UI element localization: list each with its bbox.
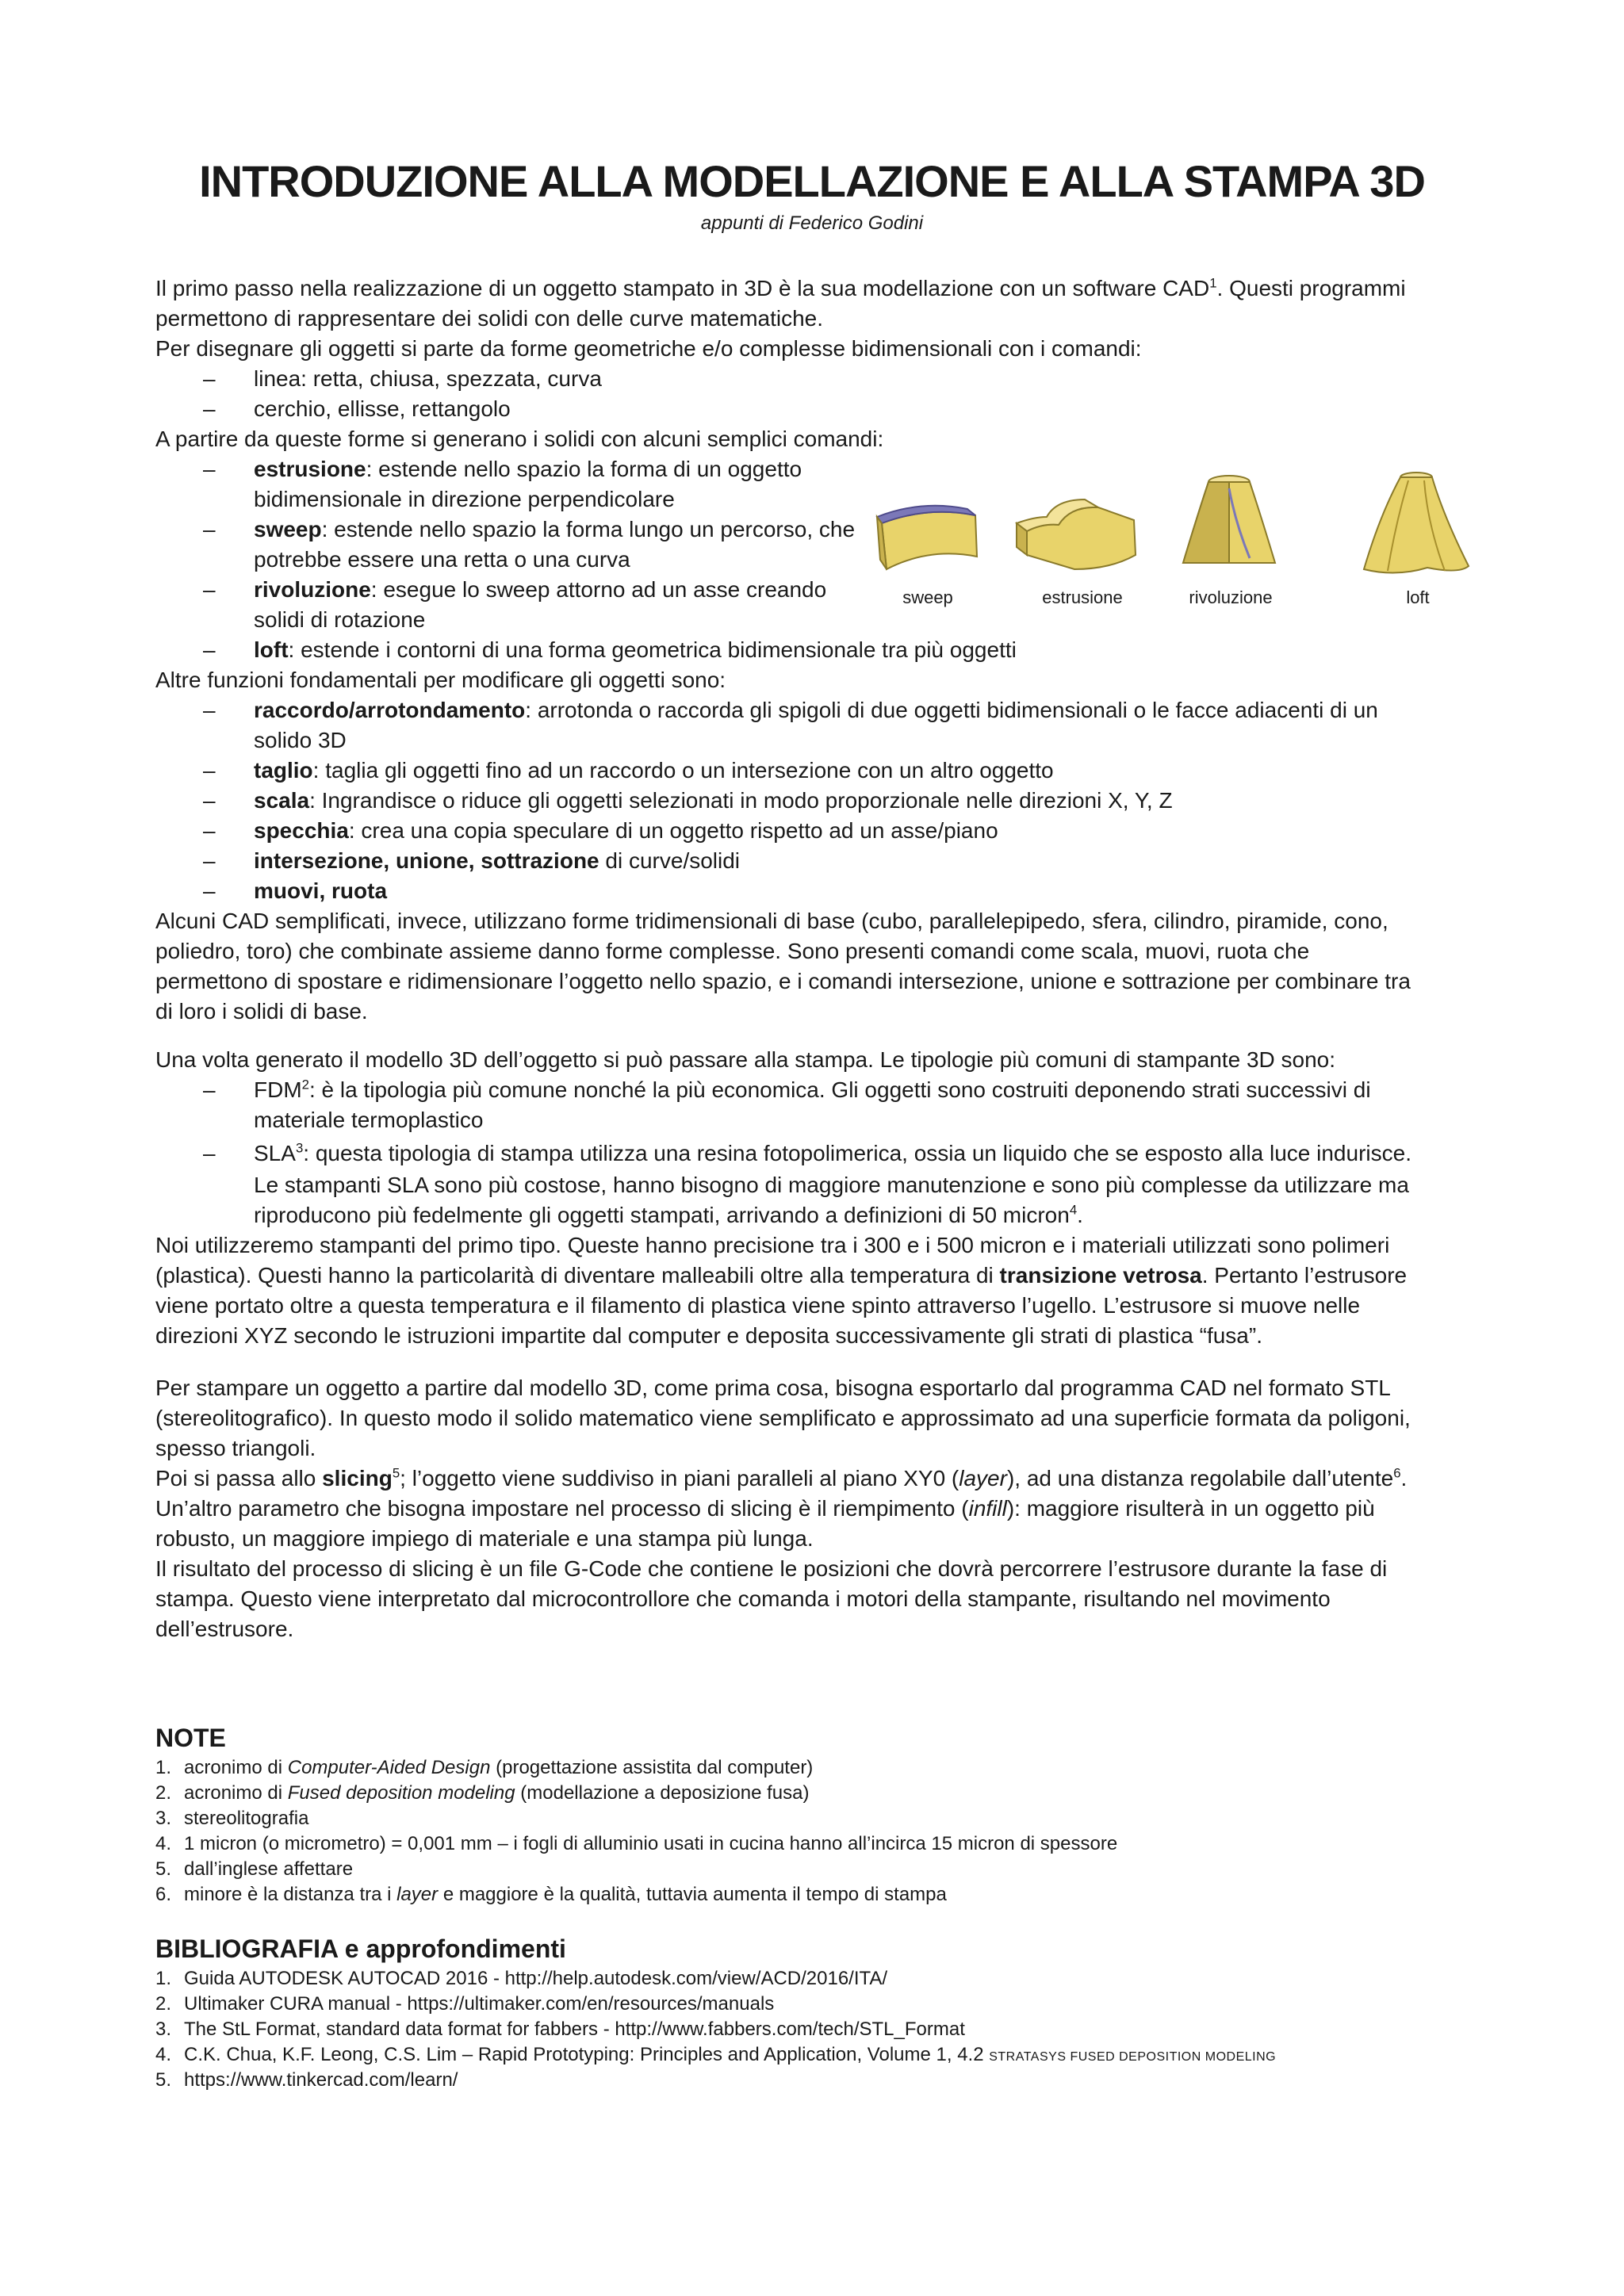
caption-sweep: sweep: [902, 587, 953, 607]
rivoluzione-shape: [1183, 476, 1275, 563]
fn-intersezione: intersezione, unione, sottrazione di curve/solidi: [254, 848, 741, 873]
list-bullet: –: [203, 848, 216, 873]
print-fdm: FDM$^2$: è la tipologia più comune nonché la più economica. Gli oggetti sono costruiti deponendo strati successivi di: [254, 1077, 1371, 1102]
notes-heading: NOTE: [155, 1724, 226, 1752]
list-bullet: –: [203, 1141, 216, 1165]
print-sla-cont-1: Le stampanti SLA sono più costose, hanno bisogno di maggiore manutenzione e sono più complesse da utilizzare ma: [254, 1173, 1409, 1197]
figure-3d-operations: [872, 468, 1475, 618]
print-sla: SLA$^3$: questa tipologia di stampa utilizza una resina fotopolimerica, ossia un liquido che se esposto alla luce indurisce.: [254, 1140, 1411, 1165]
intro-line-2: permettono di rappresentare dei solidi con delle curve matematiche.: [155, 306, 824, 331]
sweep-shape: [877, 506, 977, 569]
page-subtitle: appunti di Federico Godini: [700, 212, 924, 234]
estrusione-shape: [1017, 499, 1136, 569]
biblio-heading: BIBLIOGRAFIA e approfondimenti: [155, 1934, 566, 1963]
fdm-line-4: direzioni XYZ secondo le istruzioni impartite dal computer e deposita successivamente gli strati di plastica “fusa”.: [155, 1323, 1262, 1348]
list-item-linea: linea: retta, chiusa, spezzata, curva: [254, 366, 602, 391]
cmd-estrusione: estrusione: estende nello spazio la forma di un oggetto: [254, 457, 802, 481]
list-item-cerchio: cerchio, ellisse, rettangolo: [254, 396, 511, 421]
export-line-7: Il risultato del processo di slicing è un file G-Code che contiene le posizioni che dovrà percorrere l’estrusore durante la fase di: [155, 1556, 1388, 1581]
printing-intro: Una volta generato il modello 3D dell’oggetto si può passare alla stampa. Le tipologie più comuni di stampante 3D sono:: [155, 1047, 1336, 1072]
export-line-6: robusto, un maggiore impiego di materiale e una stampa più lunga.: [155, 1526, 814, 1551]
export-line-9: dell’estrusore.: [155, 1617, 294, 1641]
export-line-3: spesso triangoli.: [155, 1436, 316, 1460]
list-bullet: –: [203, 758, 216, 783]
cad-line-1: Alcuni CAD semplificati, invece, utilizzano forme tridimensionali di base (cubo, parallelepipedo, sfera, cilindro, piramide, cono,: [155, 909, 1388, 933]
cmd-rivoluzione: rivoluzione: esegue lo sweep attorno ad un asse creando: [254, 577, 827, 602]
fdm-line-3: viene portato oltre a questa temperatura e il filamento di plastica viene spinto attraverso l’ugello. L’estrusore si muove nelle: [155, 1293, 1361, 1318]
fdm-line-1: Noi utilizzeremo stampanti del primo tipo. Queste hanno precisione tra i 300 e i 500 micron e i materiali utilizzati sono polimeri: [155, 1233, 1390, 1257]
intro-line-3: Per disegnare gli oggetti si parte da forme geometriche e/o complesse bidimensionali con i comandi:: [155, 336, 1142, 361]
cmd-sweep: sweep: estende nello spazio la forma lungo un percorso, che: [254, 517, 856, 541]
fn-scala: scala: Ingrandisce o riduce gli oggetti selezionati in modo proporzionale nelle direzioni X, Y, Z: [254, 788, 1173, 813]
note-1: 1. acronimo di Computer-Aided Design (progettazione assistita dal computer): [155, 1757, 814, 1778]
note-5: 5. dall’inglese affettare: [155, 1858, 354, 1880]
caption-estrusione: estrusione: [1042, 587, 1123, 607]
fn-raccordo-cont: solido 3D: [254, 728, 347, 752]
print-sla-cont-2: riproducono più fedelmente gli oggetti stampati, arrivando a definizioni di 50 micron$^4$.: [254, 1202, 1083, 1227]
fdm-line-2: (plastica). Questi hanno la particolarità di diventare malleabili oltre alla temperatura di transizione vetrosa. Pertanto l’estrusore: [155, 1263, 1408, 1288]
list-bullet: –: [203, 396, 216, 421]
list-bullet: –: [203, 698, 216, 722]
list-bullet: –: [203, 577, 216, 602]
print-fdm-cont: materiale termoplastico: [254, 1108, 484, 1132]
list-bullet: –: [203, 457, 216, 481]
loft-shape: [1364, 473, 1469, 573]
biblio-item-1: 1. Guida AUTODESK AUTOCAD 2016 - http://help.autodesk.com/view/ACD/2016/ITA/: [155, 1968, 888, 1989]
intro-line-1: Il primo passo nella realizzazione di un oggetto stampato in 3D è la sua modellazione con un software CAD$^1$. Questi programmi: [155, 275, 1406, 300]
cmd-sweep-cont: potrebbe essere una retta o una curva: [254, 547, 630, 572]
list-bullet: –: [203, 878, 216, 903]
list-bullet: –: [203, 637, 216, 662]
cad-line-4: di loro i solidi di base.: [155, 999, 368, 1024]
note-2: 2. acronimo di Fused deposition modeling (modellazione a deposizione fusa): [155, 1782, 810, 1804]
export-line-1: Per stampare un oggetto a partire dal modello 3D, come prima cosa, bisogna esportarlo dal programma CAD nel formato STL: [155, 1376, 1391, 1400]
fn-specchia: specchia: crea una copia speculare di un oggetto rispetto ad un asse/piano: [254, 818, 998, 843]
biblio-item-5: 5. https://www.tinkercad.com/learn/: [155, 2069, 458, 2091]
list-bullet: –: [203, 366, 216, 391]
biblio-item-3: 3. The StL Format, standard data format for fabbers - http://www.fabbers.com/tech/STL_Format: [155, 2019, 965, 2040]
page-title: INTRODUZIONE ALLA MODELLAZIONE E ALLA STAMPA 3D: [199, 156, 1425, 206]
note-3: 3. stereolitografia: [155, 1808, 309, 1829]
cmd-rivoluzione-cont: solidi di rotazione: [254, 607, 426, 632]
cad-line-2: poliedro, toro) che combinate assieme danno forme complesse. Sono presenti comandi come scala, muovi, ruota che: [155, 939, 1310, 963]
cmd-loft: loft: estende i contorni di una forma geometrica bidimensionale tra più oggetti: [254, 637, 1017, 662]
fn-muovi: muovi, ruota: [254, 878, 388, 903]
export-line-8: stampa. Questo viene interpretato dal microcontrollore che comanda i motori della stampante, risultando nel movimento: [155, 1586, 1331, 1611]
note-4: 4. 1 micron (o micrometro) = 0,001 mm – i fogli di alluminio usati in cucina hanno all’incirca 15 micron di spessore: [155, 1833, 1118, 1854]
functions-intro: Altre funzioni fondamentali per modificare gli oggetti sono:: [155, 668, 726, 692]
intro-line-4: A partire da queste forme si generano i solidi con alcuni semplici comandi:: [155, 427, 884, 451]
caption-loft: loft: [1406, 587, 1430, 607]
list-bullet: –: [203, 517, 216, 541]
biblio-item-4: 4. C.K. Chua, K.F. Leong, C.S. Lim – Rapid Prototyping: Principles and Application, Volume 1, 4.2 STRATASYS FUSED DEPOSITION MODELING: [155, 2044, 1277, 2065]
export-line-2: (stereolitografico). In questo modo il solido matematico viene semplificato e approssimato ad una superficie formata da poligoni,: [155, 1406, 1411, 1430]
fn-raccordo: raccordo/arrotondamento: arrotonda o raccorda gli spigoli di due oggetti bidimensionali o le facce adiacenti di un: [254, 698, 1378, 722]
export-line-5: Un’altro parametro che bisogna impostare nel processo di slicing è il riempimento (infill): maggiore risulterà in un oggetto più: [155, 1496, 1375, 1521]
note-6: 6. minore è la distanza tra i layer e maggiore è la qualità, tuttavia aumenta il tempo di stampa: [155, 1884, 947, 1905]
list-bullet: –: [203, 818, 216, 843]
cmd-estrusione-cont: bidimensionale in direzione perpendicolare: [254, 487, 675, 511]
biblio-item-2: 2. Ultimaker CURA manual - https://ultimaker.com/en/resources/manuals: [155, 1993, 775, 2015]
export-line-4: Poi si passa allo slicing$^5$; l’oggetto viene suddiviso in piani paralleli al piano XY0 (layer), ad una distanza regolabile dall’utente$^6$.: [155, 1465, 1408, 1490]
list-bullet: –: [203, 788, 216, 813]
cad-line-3: permettono di spostare e ridimensionare l’oggetto nello spazio, e i comandi intersezione, unione e sottrazione per combinare tra: [155, 969, 1411, 993]
caption-rivoluzione: rivoluzione: [1189, 587, 1273, 607]
fn-taglio: taglio: taglia gli oggetti fino ad un raccordo o un intersezione con un altro oggetto: [254, 758, 1054, 783]
list-bullet: –: [203, 1077, 216, 1102]
